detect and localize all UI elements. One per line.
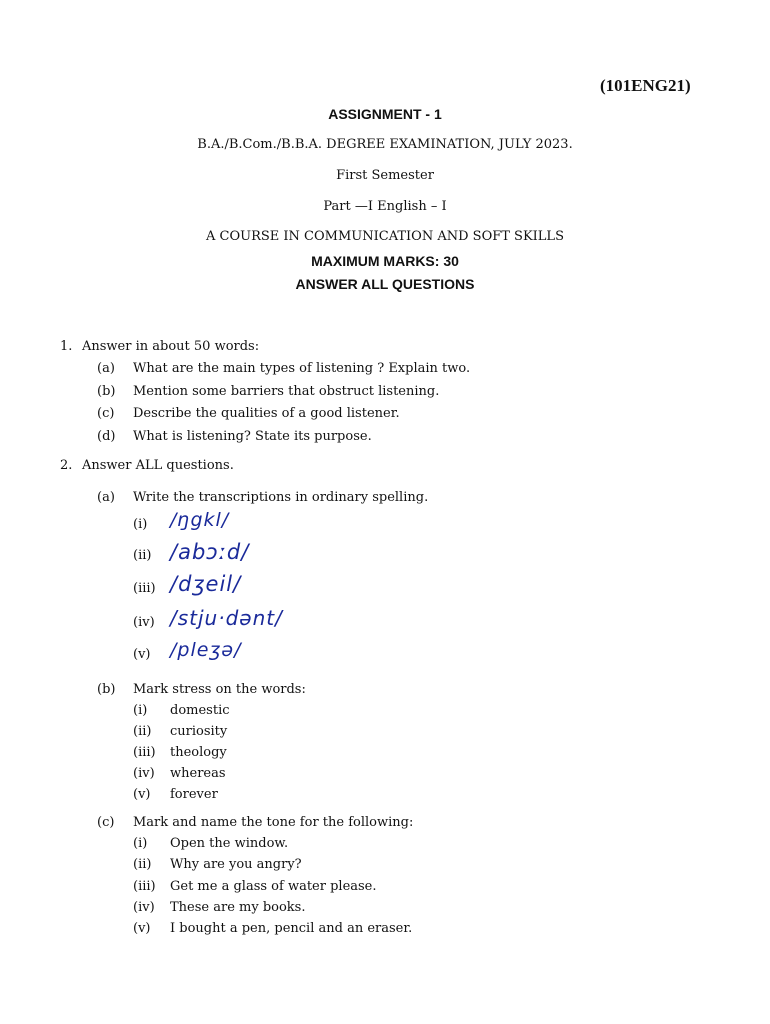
course-code: (101ENG21) bbox=[600, 76, 691, 95]
q2a-handwritten-transcription: /stju·dənt/ bbox=[170, 606, 283, 630]
q2a-label: (a) bbox=[97, 490, 115, 505]
q2c-item-text: I bought a pen, pencil and an eraser. bbox=[170, 921, 413, 936]
q2c-prompt: Mark and name the tone for the following: bbox=[133, 815, 414, 830]
q2b-item-text: whereas bbox=[170, 766, 226, 781]
q1-item-label: (b) bbox=[97, 384, 116, 399]
q2a-handwritten-transcription: /ŋgkl/ bbox=[170, 509, 230, 531]
q2c-item-label: (i) bbox=[133, 836, 148, 851]
q2b-label: (b) bbox=[97, 682, 116, 697]
q2b-item-text: curiosity bbox=[170, 724, 228, 739]
q2a-handwritten-transcription: /pleʒə/ bbox=[170, 639, 242, 661]
q2-number: 2. bbox=[60, 458, 73, 473]
q1-prompt: Answer in about 50 words: bbox=[82, 339, 260, 354]
q2c-item-label: (v) bbox=[133, 921, 151, 936]
q1-number: 1. bbox=[60, 339, 73, 354]
q2c-item-label: (ii) bbox=[133, 857, 152, 872]
q2b-prompt: Mark stress on the words: bbox=[133, 682, 306, 697]
exam-title: B.A./B.Com./B.B.A. DEGREE EXAMINATION, JULY 2023. bbox=[197, 137, 573, 152]
q2a-item-label: (ii) bbox=[133, 548, 152, 563]
q2b-item-text: domestic bbox=[170, 703, 230, 718]
assignment-title: ASSIGNMENT - 1 bbox=[328, 106, 442, 122]
q2b-item-label: (i) bbox=[133, 703, 148, 718]
q1-item-label: (d) bbox=[97, 429, 116, 444]
q2b-item-text: theology bbox=[170, 745, 227, 760]
q2c-item-text: Why are you angry? bbox=[170, 857, 302, 872]
q2a-item-label: (i) bbox=[133, 517, 148, 532]
q1-item-text: Mention some barriers that obstruct listening. bbox=[133, 384, 440, 399]
q2c-item-label: (iii) bbox=[133, 879, 156, 894]
q2c-item-text: Get me a glass of water please. bbox=[170, 879, 377, 894]
q2a-handwritten-transcription: /dʒeil/ bbox=[170, 572, 242, 596]
q2a-handwritten-transcription: /abɔːd/ bbox=[170, 540, 250, 564]
q2b-item-label: (iv) bbox=[133, 766, 155, 781]
q2a-item-label: (v) bbox=[133, 647, 151, 662]
q2a-item-label: (iii) bbox=[133, 581, 156, 596]
q1-item-label: (a) bbox=[97, 361, 115, 376]
q2c-item-label: (iv) bbox=[133, 900, 155, 915]
max-marks: MAXIMUM MARKS: 30 bbox=[311, 253, 459, 269]
q2c-item-text: These are my books. bbox=[170, 900, 306, 915]
q1-item-text: What are the main types of listening ? Explain two. bbox=[133, 361, 471, 376]
q1-item-label: (c) bbox=[97, 406, 115, 421]
q1-item-text: Describe the qualities of a good listener. bbox=[133, 406, 400, 421]
q2c-item-text: Open the window. bbox=[170, 836, 289, 851]
course-title: A COURSE IN COMMUNICATION AND SOFT SKILLS bbox=[206, 229, 564, 244]
q1-item-text: What is listening? State its purpose. bbox=[133, 429, 372, 444]
q2c-label: (c) bbox=[97, 815, 115, 830]
part-title: Part —I English – I bbox=[323, 199, 447, 214]
q2a-prompt: Write the transcriptions in ordinary spelling. bbox=[133, 490, 429, 505]
q2b-item-label: (v) bbox=[133, 787, 151, 802]
q2b-item-label: (ii) bbox=[133, 724, 152, 739]
q2b-item-text: forever bbox=[170, 787, 218, 802]
q2-prompt: Answer ALL questions. bbox=[82, 458, 234, 473]
q2b-item-label: (iii) bbox=[133, 745, 156, 760]
semester: First Semester bbox=[336, 168, 434, 183]
q2a-item-label: (iv) bbox=[133, 615, 155, 630]
instruction: ANSWER ALL QUESTIONS bbox=[295, 276, 475, 292]
